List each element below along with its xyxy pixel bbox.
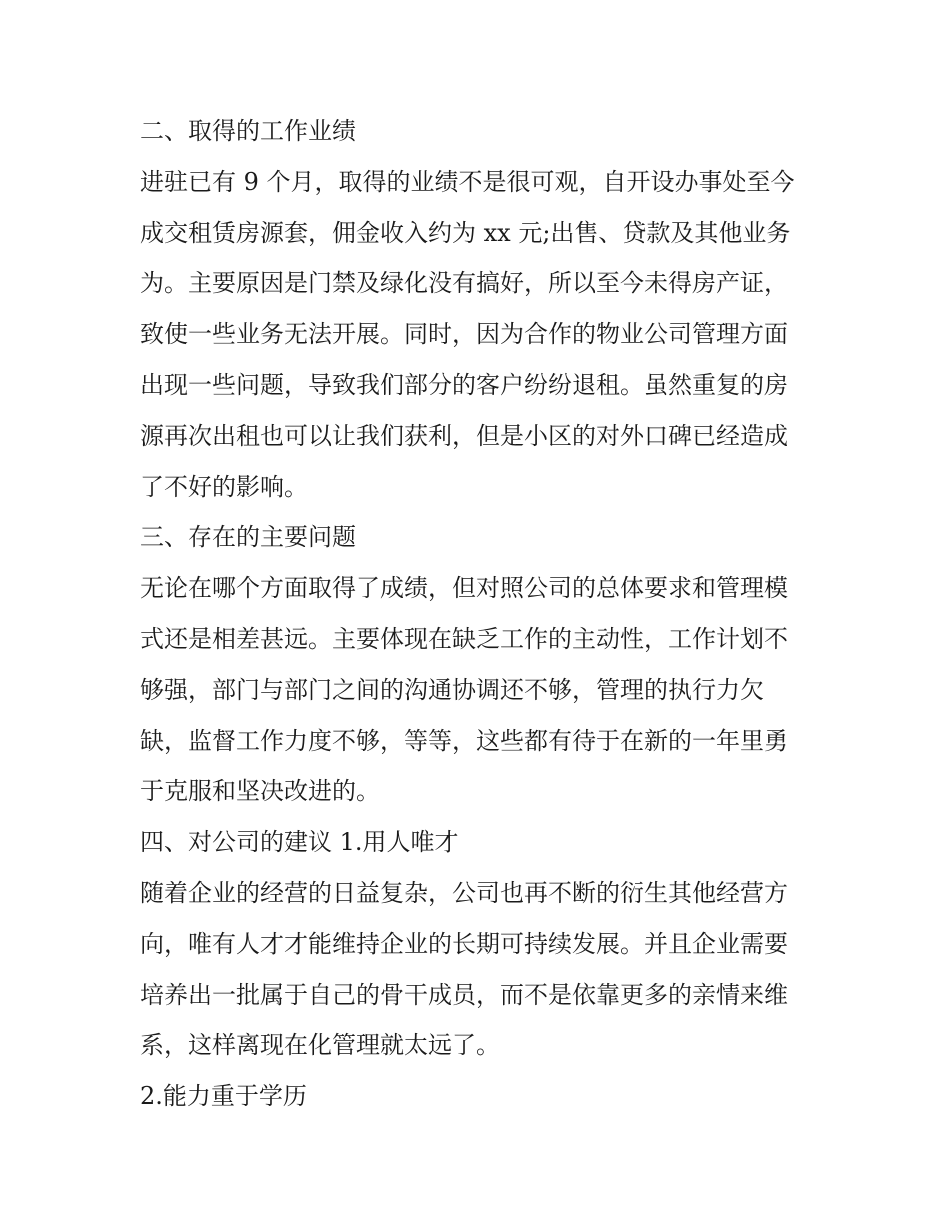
paragraph-line: 式还是相差甚远。主要体现在缺乏工作的主动性，工作计划不 [140,624,788,653]
paragraph-line: 系，这样离现在化管理就太远了。 [140,1031,500,1060]
paragraph-line: 培养出一批属于自己的骨干成员，而不是依靠更多的亲情来维 [140,980,788,1009]
paragraph-line: 了不好的影响。 [140,472,308,501]
paragraph-suggestions [140,868,820,1071]
section-heading-suggestions: 四、对公司的建议 1.用人唯才 [140,828,459,857]
section-heading-achievements: 二、取得的工作业绩 [140,117,356,145]
paragraph-line: 出现一些问题，导致我们部分的客户纷纷退租。虽然重复的房 [140,370,788,399]
paragraph-line: 成交租赁房源套，佣金收入约为 xx 元;出售、贷款及其他业务 [140,218,791,247]
paragraph-line: 随着企业的经营的日益复杂，公司也再不断的衍生其他经营方 [140,878,788,907]
section-heading-problems: 三、存在的主要问题 [140,523,356,552]
document-body [140,106,820,1122]
paragraph-line: 源再次出租也可以让我们获利，但是小区的对外口碑已经造成 [140,421,788,450]
paragraph-problems [140,563,820,817]
subheading-ability-over-education: 2.能力重于学历 [140,1082,307,1111]
paragraph-line: 为。主要原因是门禁及绿化没有搞好，所以至今未得房产证， [140,269,788,298]
paragraph-line: 无论在哪个方面取得了成绩，但对照公司的总体要求和管理模 [140,574,788,603]
paragraph-line: 致使一些业务无法开展。同时，因为合作的物业公司管理方面 [140,320,788,349]
paragraph-line: 进驻已有 9 个月，取得的业绩不是很可观，自开设办事处至今 [140,167,795,196]
paragraph-line: 于克服和坚决改进的。 [140,777,380,806]
paragraph-line: 向，唯有人才才能维持企业的长期可持续发展。并且企业需要 [140,929,788,958]
paragraph-achievements [140,157,820,513]
paragraph-line: 够强，部门与部门之间的沟通协调还不够，管理的执行力欠 [140,675,764,704]
paragraph-line: 缺，监督工作力度不够，等等，这些都有待于在新的一年里勇 [140,726,788,755]
